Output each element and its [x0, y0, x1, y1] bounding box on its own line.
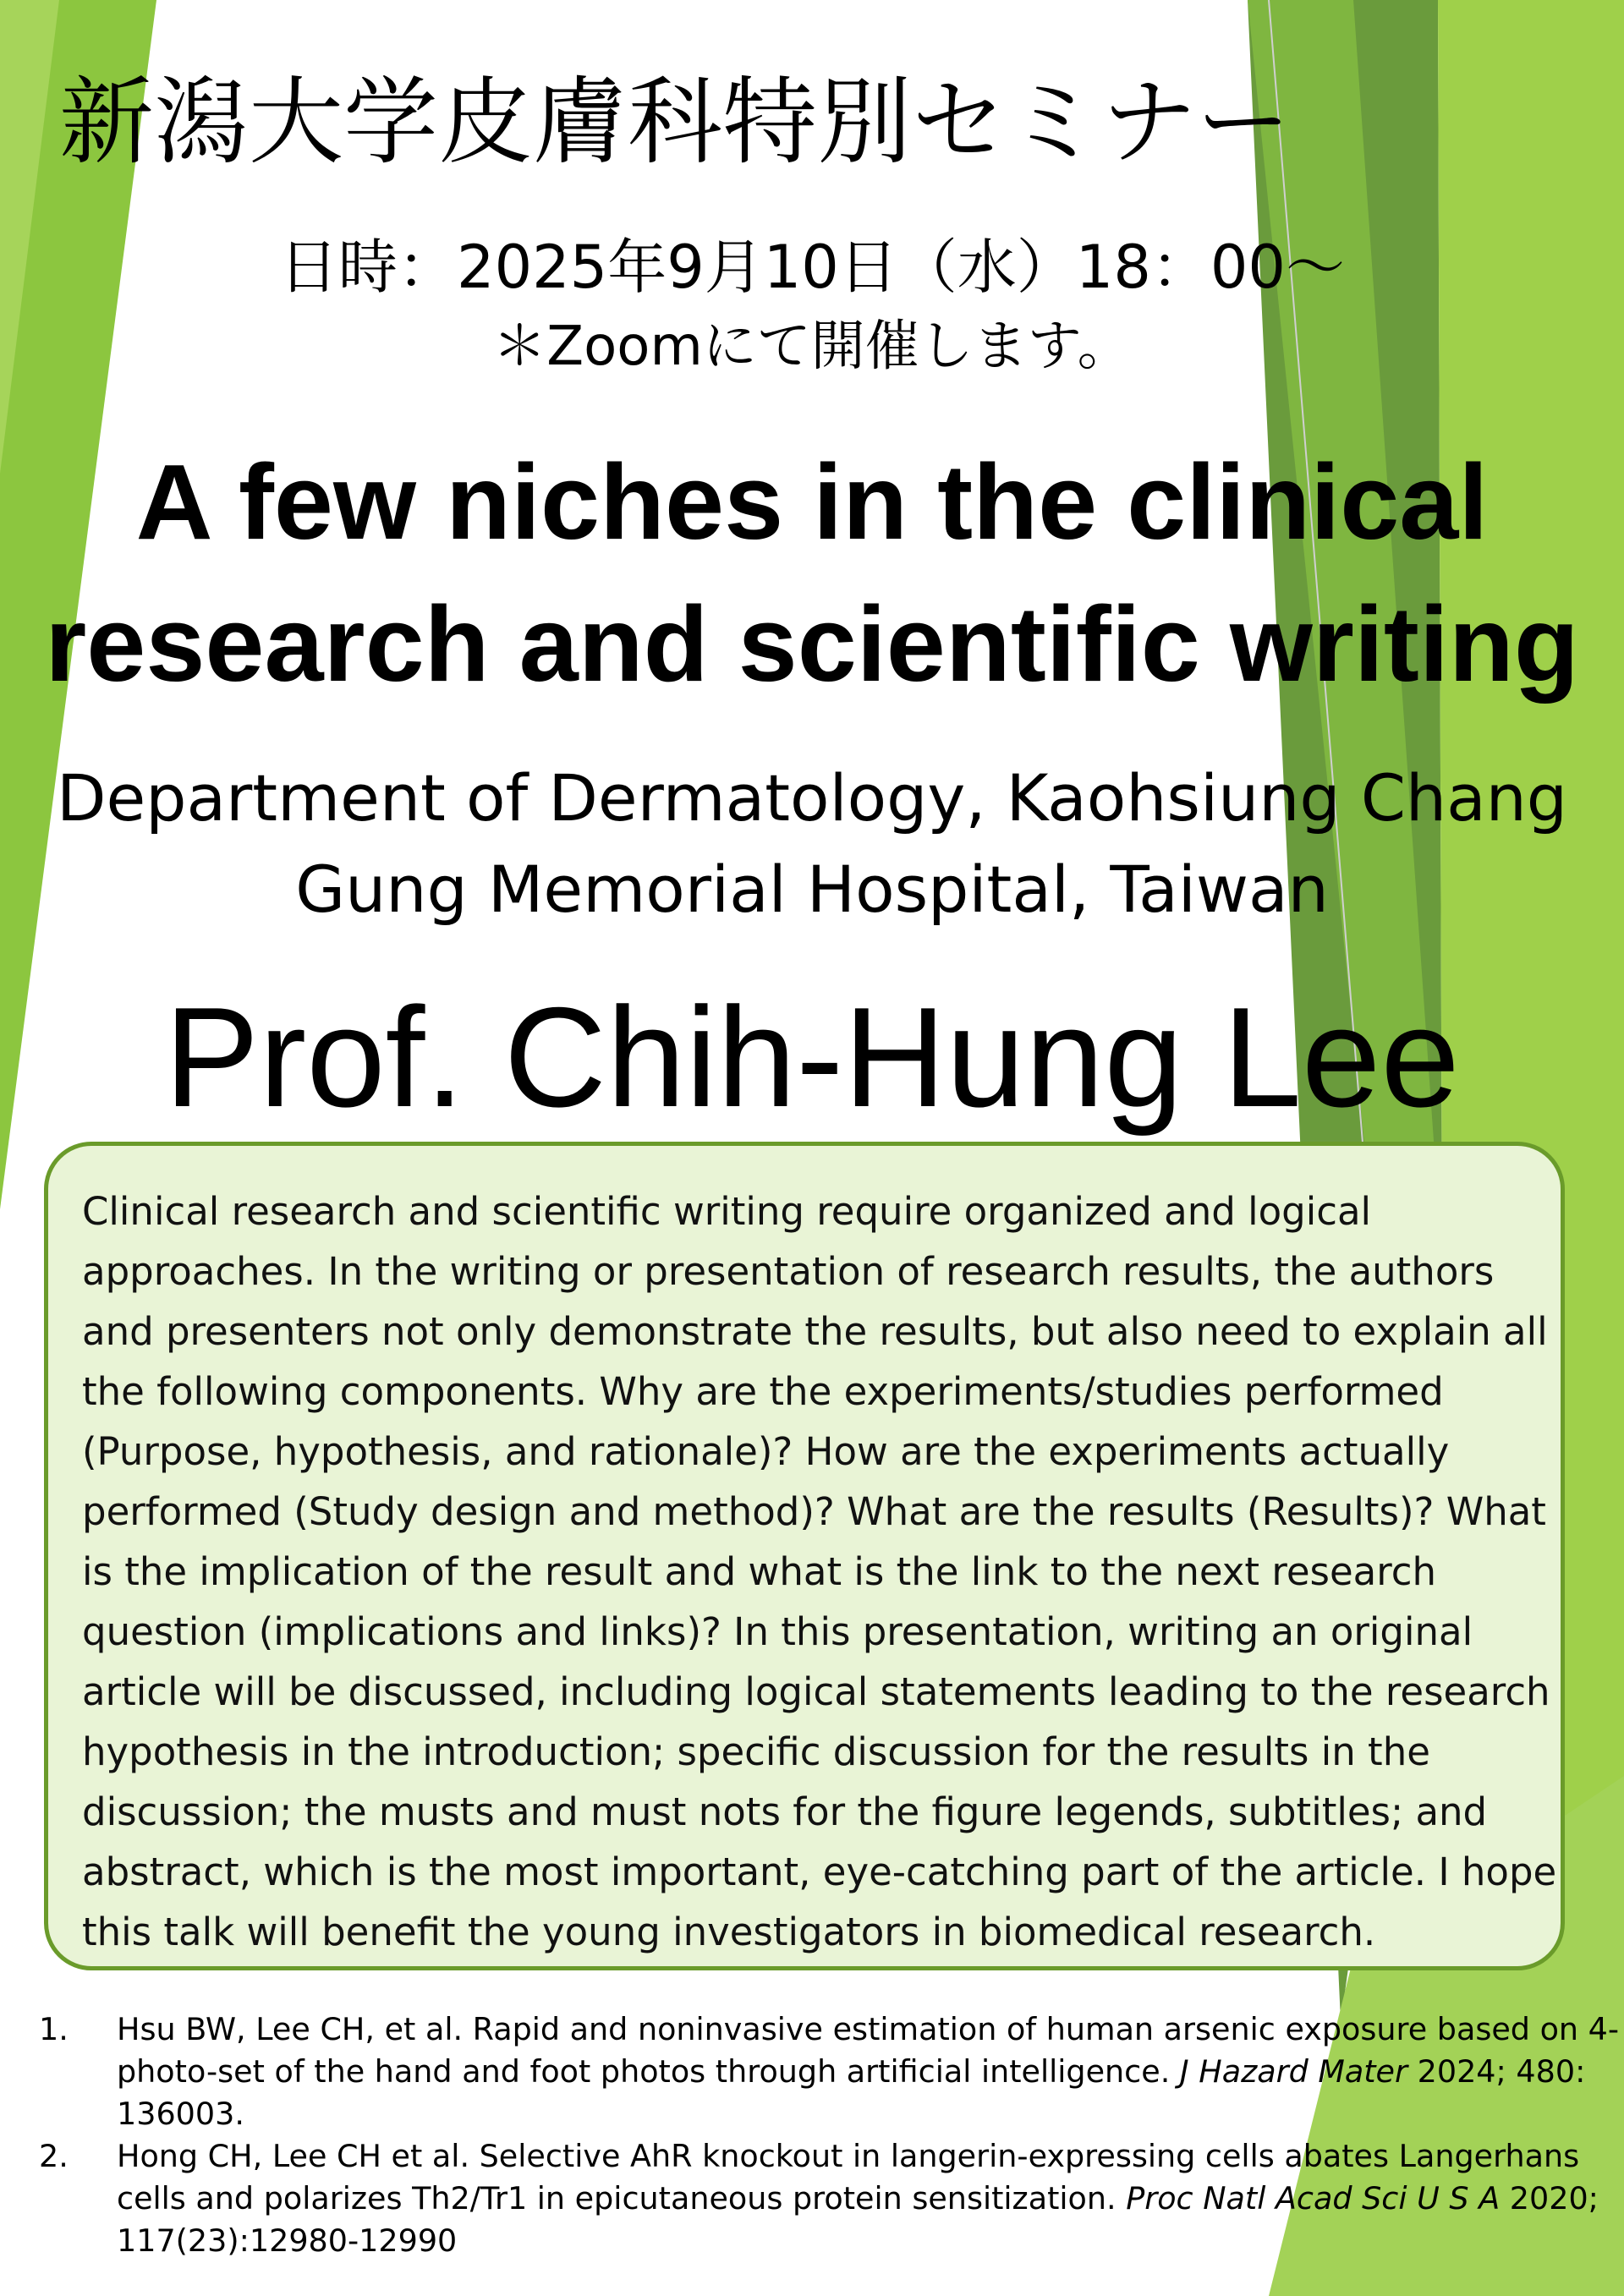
- talk-title-line: A few niches in the clinical: [135, 442, 1489, 562]
- abstract-line: Clinical research and scientific writing require organized and logical: [82, 1189, 1372, 1234]
- abstract-line: hypothesis in the introduction; specific discussion for the results in the: [82, 1729, 1430, 1774]
- abstract-line: article will be discussed, including logical statements leading to the research: [82, 1669, 1550, 1714]
- talk-title-line: research and scientific writing: [45, 584, 1579, 704]
- abstract-box: [44, 1142, 1565, 1970]
- reference-journal: J Hazard Mater: [1179, 2053, 1408, 2090]
- reference-item: [39, 2008, 1620, 2135]
- abstract-line: performed (Study design and method)? What are the results (Results)? What: [82, 1489, 1546, 1534]
- abstract-line: is the implication of the result and what is the link to the next research: [82, 1549, 1436, 1594]
- reference-line: [117, 2178, 1599, 2220]
- reference-item: [39, 2135, 1599, 2262]
- abstract-line: discussion; the musts and must nots for the figure legends, subtitles; and: [82, 1789, 1488, 1834]
- seminar-title: 新潟大学皮膚科特別セミナー: [59, 68, 1291, 178]
- reference-year: 2020;: [1500, 2180, 1599, 2217]
- speaker-name: Prof. Chih-Hung Lee: [164, 978, 1460, 1137]
- reference-number: 1.: [39, 2011, 69, 2047]
- abstract-line: (Purpose, hypothesis, and rationale)? How are the experiments actually: [82, 1429, 1450, 1474]
- abstract-line: this talk will benefit the young investigators in biomedical research.: [82, 1910, 1376, 1954]
- abstract-line: approaches. In the writing or presentation of research results, the authors: [82, 1249, 1495, 1294]
- reference-list: [39, 2008, 1620, 2262]
- reference-text: photo-set of the hand and foot photos through artificial intelligence.: [117, 2053, 1180, 2090]
- zoom-notice: ＊Zoomにて開催します。: [492, 315, 1132, 378]
- reference-line: [117, 2051, 1595, 2093]
- seminar-datetime: 日時：2025年9月10日（水）18：00～: [279, 233, 1345, 302]
- abstract-line: question (implications and links)? In this presentation, writing an original: [82, 1609, 1473, 1654]
- abstract-line: and presenters not only demonstrate the results, but also need to explain all: [82, 1309, 1548, 1354]
- affiliation-line: Department of Dermatology, Kaohsiung Chang: [56, 760, 1568, 836]
- reference-number: 2.: [39, 2138, 69, 2174]
- abstract-line: the following components. Why are the experiments/studies performed: [82, 1369, 1444, 1414]
- speaker-affiliation: [0, 753, 1624, 935]
- affiliation-line: Gung Memorial Hospital, Taiwan: [295, 852, 1329, 927]
- reference-line: 117(23):12980-12990: [117, 2222, 458, 2259]
- reference-line: Hsu BW, Lee CH, et al. Rapid and noninvasive estimation of human arsenic exposure based on 4-: [117, 2011, 1620, 2047]
- reference-line: 136003.: [117, 2096, 244, 2132]
- reference-year: 2024; 480:: [1407, 2053, 1586, 2090]
- abstract-text: [82, 1181, 1557, 1962]
- reference-text: cells and polarizes Th2/Tr1 in epicutaneous protein sensitization.: [117, 2180, 1127, 2217]
- reference-journal: Proc Natl Acad Sci U S A: [1126, 2180, 1501, 2217]
- reference-line: Hong CH, Lee CH et al. Selective AhR knockout in langerin-expressing cells abates Langerhans: [117, 2138, 1580, 2174]
- abstract-line: abstract, which is the most important, eye-catching part of the article. I hope: [82, 1849, 1557, 1894]
- talk-title: [0, 431, 1624, 715]
